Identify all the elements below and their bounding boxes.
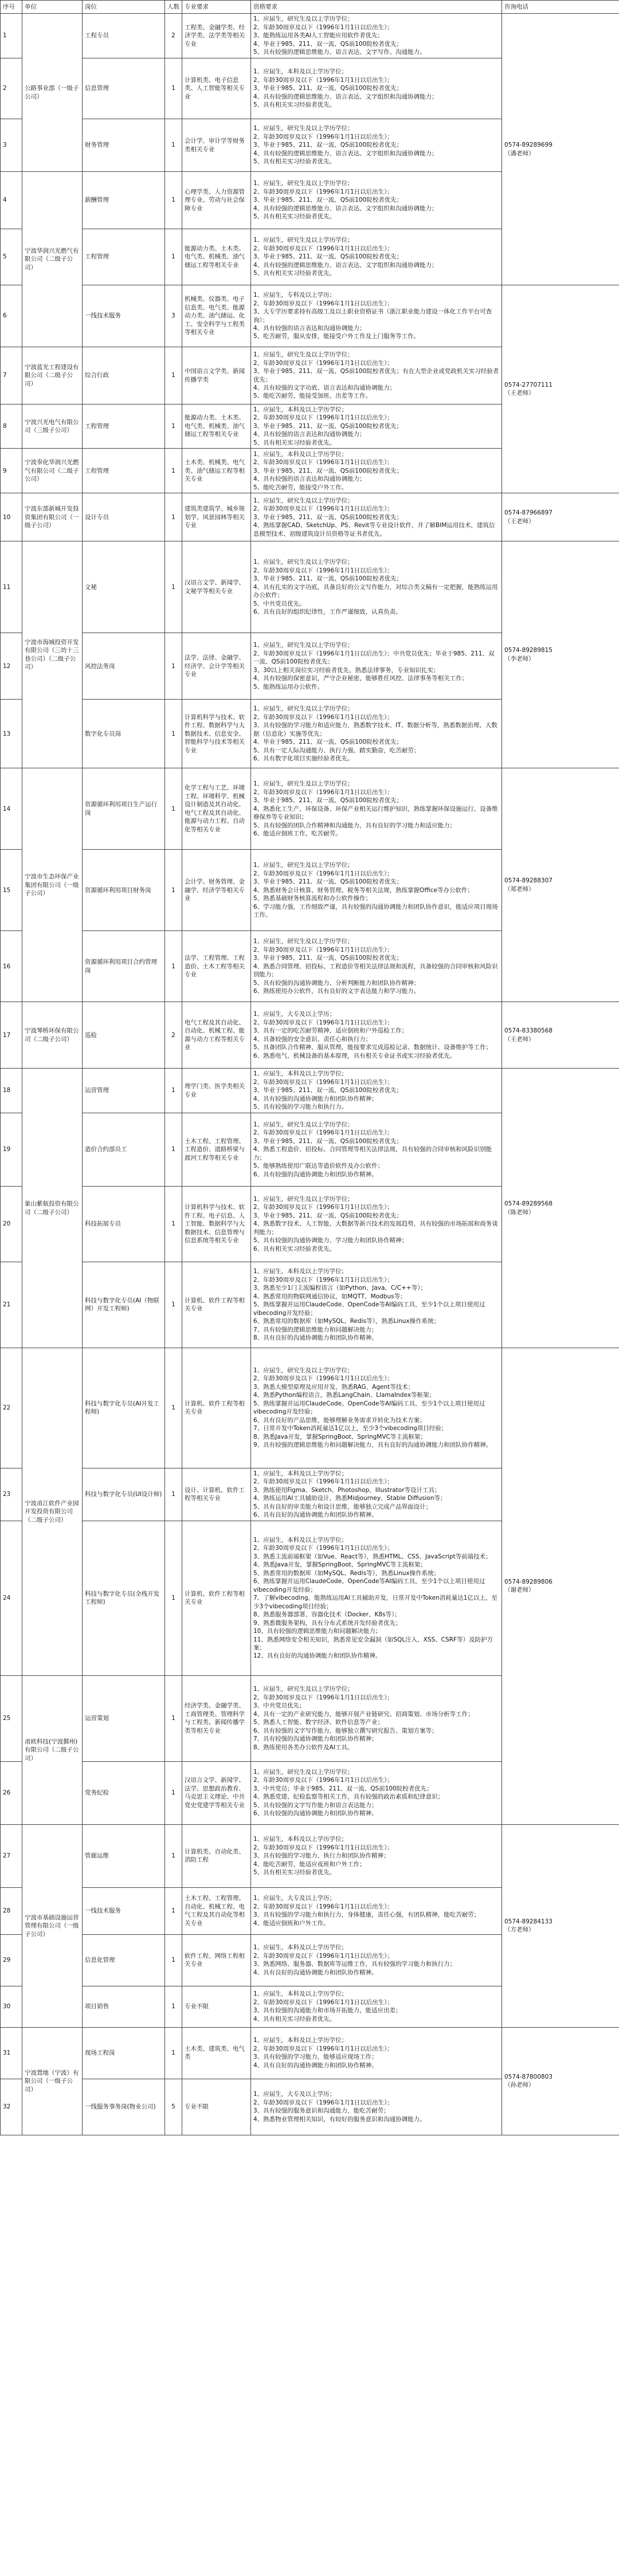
major-cell: 汉语言文学、新闻学、文秘学等相关专业 — [182, 541, 251, 633]
unit-cell: 宁波市海城投资开发有限公司（三坊十三巷公司）（二级子公司） — [22, 541, 83, 768]
post-cell: 工程专员 — [83, 14, 165, 58]
requirements-cell: 1、应届生，研究生及以上学历学位； 2、年龄30周岁及以下（1996年1月1日以后出生）； 3、毕业于985、211、双一流、QS前100院校者优先； 4、熟悉合同管理、招投标、工程造价等相关法律法规和流程，具备较强的合同审核和风险识别能力； 5、具有较强的沟通协调能力、分析判断能力和团队协作精神； 6、熟练使用办公软件，具有良好的文字表达能力和学习能力。 — [251, 931, 502, 1002]
post-cell: 数字化专员岗 — [83, 700, 165, 768]
major-cell: 土木类、建筑类、电气类 — [182, 2027, 251, 2079]
requirements-cell: 1、应届生，本科及以上学历学位； 2、年龄30周岁及以下（1996年1月1日以后出生）； 3、毕业于985、211、双一流、QS前100院校者优先； 4、具有较强的逻辑思维能力、语言表达、文字组织和沟通协调能力； 5、具有相关实习经验者优先。 — [251, 58, 502, 119]
row-number-cell: 16 — [1, 931, 22, 1002]
major-cell: 法学、工程管理、工程造价、土木工程等相关专业 — [182, 931, 251, 1002]
post-cell: 综合行政 — [83, 347, 165, 405]
requirements-cell: 1、应届生，本科及以上学历学位； 2、年龄30周岁及以下（1996年1月1日以后出生）； 3、毕业于985、211、双一流、QS前100院校者优先； 4、具有较强的沟通协调能力和团队协作精神； 5、具有较强的学习能力和执行力。 — [251, 1069, 502, 1113]
phone-cell: 0574-89289806 （谢老师） — [502, 1348, 619, 1824]
row-number-cell: 29 — [1, 1934, 22, 1986]
table-row — [1, 1348, 619, 1468]
post-cell: 运营策划 — [83, 1675, 165, 1761]
post-cell: 管廊运维 — [83, 1824, 165, 1887]
major-cell: 计算机科学与技术、软件工程、数据科学与大数据技术、信息安全、智能科学与技术等相关专业 — [182, 700, 251, 768]
count-cell: 1 — [165, 768, 182, 850]
phone-cell: 0574-89284133 （方老师） — [502, 1824, 619, 2027]
unit-cell: 宁波兴光电气有限公司（三级子公司） — [22, 405, 83, 449]
post-cell: 工程管理 — [83, 449, 165, 493]
post-cell: 薪酬管理 — [83, 172, 165, 229]
phone-cell: 0574-89289568 （陈老师） — [502, 1069, 619, 1348]
major-cell: 土木工程、工程管理、工程造价、道路桥梁与渡河工程等相关专业 — [182, 1113, 251, 1186]
row-number-cell: 15 — [1, 850, 22, 931]
requirements-cell: 1、应届生，大专及以上学历； 2、年龄30周岁及以下（1996年1月1日以后出生）； 3、具有一定的吃苦耐劳精神，适应倒班和户外巡检工作； 4、具备较强的安全意识、责任心和执行力； 5、具备团队合作精神，服从管理，能按要求完成巡检记录、数据统计、设备维护等工作； 6、熟悉电气、机械设备的基本原理，具有相关专业证书或实习经验者优先。 — [251, 1002, 502, 1069]
count-cell: 1 — [165, 1986, 182, 2027]
row-number-cell: 30 — [1, 1986, 22, 2027]
unit-cell: 宁波市基础设施运营管理有限公司（一级子公司） — [22, 1824, 83, 2027]
post-cell: 运营管理 — [83, 1069, 165, 1113]
table-body — [1, 14, 619, 2135]
requirements-cell: 1、应届生，研究生及以上学历学位； 2、年龄30周岁及以下（1996年1月1日以后出生）； 3、毕业于985、211、双一流、QS前100院校者优先； 4、熟悉工程造价、招投标、合同管理等相关法律法规，具有较强的合同审核和风险识别能力； 5、能够熟练使用广联达等造价软件及办公软件； 6、具有较强的沟通协调能力和团队协作精神。 — [251, 1113, 502, 1186]
requirements-cell: 1、应届生，大专及以上学历； 2、年龄30周岁及以下（1996年1月1日以后出生）； 3、具有较强的服务意识和沟通能力，能吃苦耐劳； 4、熟悉物业管理相关知识，有较好的服务意识和沟通协调能力。 — [251, 2079, 502, 2135]
post-cell: 项目销售 — [83, 1986, 165, 2027]
phone-cell: 0574-89288307 （郑老师） — [502, 768, 619, 1002]
count-cell: 1 — [165, 2027, 182, 2079]
phone-cell: 0574-89289699 （潘老师） — [502, 14, 619, 285]
major-cell: 计算机类、自动化类、消防工程 — [182, 1824, 251, 1887]
column-header: 专业要求 — [182, 1, 251, 14]
major-cell: 会计学、财务管理、金融学、经济学等相关专业 — [182, 850, 251, 931]
requirements-cell: 1、应届生，本科及以上学历学位； 2、年龄30周岁及以下（1996年1月1日以后出生）； 3、毕业于985、211、双一流、QS前100院校者优先； 4、具有较强的语言表达和沟通协调能力； 5、具有相关实习经验者优先。 — [251, 405, 502, 449]
major-cell: 专业不限 — [182, 1986, 251, 2027]
row-number-cell: 20 — [1, 1186, 22, 1262]
major-cell: 汉语言文学、新闻学、法学、思想政治教育、马克思主义理论、中共党史党建学等相关专业 — [182, 1761, 251, 1824]
post-cell: 科技与数字化专员(全栈开发工程师) — [83, 1521, 165, 1675]
count-cell: 1 — [165, 850, 182, 931]
count-cell: 1 — [165, 931, 182, 1002]
row-number-cell: 7 — [1, 347, 22, 405]
post-cell: 科技拓展专员 — [83, 1186, 165, 1262]
row-number-cell: 8 — [1, 405, 22, 449]
post-cell: 科技与数字化专员(AI开发工程师) — [83, 1348, 165, 1468]
major-cell: 计算机科学与技术、软件工程、电子信息、人工智能、数据科学与大数据技术、信息管理与信息系统等相关专业 — [182, 1186, 251, 1262]
post-cell: 文秘 — [83, 541, 165, 633]
table-row — [1, 768, 619, 850]
row-number-cell: 22 — [1, 1348, 22, 1468]
post-cell: 设计专员 — [83, 493, 165, 541]
post-cell: 资源循环利用项目合约管理岗 — [83, 931, 165, 1002]
unit-cell: 宁波市生态环保产业集团有限公司（一级子公司） — [22, 768, 83, 1002]
row-number-cell: 13 — [1, 700, 22, 768]
requirements-cell: 1、应届生，专科及以上学历； 2、年龄30周岁及以下（1996年1月1日以后出生）； 3、大专学历要求持有高级工及以上职业资格证书（浙江职业能力建设一体化工作平台可查询）； 4、具有较强的语言表达和沟通协调能力； 5、吃苦耐劳，服从安排，能接受户外工作及上门服务等工作。 — [251, 285, 502, 347]
count-cell: 2 — [165, 14, 182, 58]
unit-cell: 宁波东部新城开发投资集团有限公司（一级子公司） — [22, 493, 83, 541]
post-cell: 工程管理 — [83, 405, 165, 449]
major-cell: 能源动力类、土木类、电气类、机械类、油气储运工程等相关专业 — [182, 405, 251, 449]
row-number-cell: 31 — [1, 2027, 22, 2079]
table-row — [1, 2027, 619, 2079]
count-cell: 1 — [165, 700, 182, 768]
major-cell: 能源动力类、土木类、电气类、机械类、油气储运工程等相关专业 — [182, 229, 251, 285]
row-number-cell: 2 — [1, 58, 22, 119]
unit-cell: 甬欧科技(宁波鄞州)有限公司（二级子公司） — [22, 1675, 83, 1824]
post-cell: 党务纪检 — [83, 1761, 165, 1824]
phone-cell: 0574-27707111 （王老师） — [502, 285, 619, 493]
post-cell: 资源循环利用项目财务岗 — [83, 850, 165, 931]
row-number-cell: 19 — [1, 1113, 22, 1186]
post-cell: 造价合约部员工 — [83, 1113, 165, 1186]
major-cell: 理学门类、医学类相关专业 — [182, 1069, 251, 1113]
unit-cell: 象山紫航投资有限公司（二级子公司） — [22, 1069, 83, 1348]
column-header: 单位 — [22, 1, 83, 14]
post-cell: 一线技术服务 — [83, 285, 165, 347]
requirements-cell: 1、应届生，研究生及以上学历学位； 2、年龄30周岁及以下（1996年1月1日以后出生）； 3、毕业于985、211、双一流、QS前100院校者优先；有在大型企业或党政机关实习经验者优先； 4、具有较强的文字功底、语言表达和沟通协调能力； 5、能吃苦耐劳，能接受加班、出差等工作。 — [251, 347, 502, 405]
row-number-cell: 9 — [1, 449, 22, 493]
row-number-cell: 26 — [1, 1761, 22, 1824]
requirements-cell: 1、应届生，研究生及以上学历学位； 2、年龄30周岁及以下（1996年1月1日以后出生）； 3、熟悉大模型原理及应用开发，熟悉RAG、Agent等技术； 4、熟悉Python编程语言，熟悉LangChain、LlamaIndex等框架； 5、熟练掌握并运用ClaudeCode、OpenCode等AI编码工具，至少1个以上项目使用过vibecoding开发经验； 6、具有良好的产品思维，能够理解业务需求并转化为技术方案； 7、日常开发中Token消耗量达1亿以上，至少3个vibecoding项目经验； 8、熟悉Java开发，掌握SpringBoot、SpringMVC等主流框架； 9、具有较强的逻辑思维能力和问题解决能力，具有良好的沟通协调能力和团队协作精神。 — [251, 1348, 502, 1468]
requirements-cell: 1、应届生，研究生及以上学历学位； 2、年龄30周岁及以下（1996年1月1日以后出生）； 3、具有较强的学习能力和适应能力，熟悉数字技术、IT、数据分析等，熟悉数据治理、大数据（信息化）实施等优先； 4、毕业于985、211、双一流、QS前100院校者优先； 5、具有一定人际沟通能力、执行力强、踏实勤奋，吃苦耐劳； 6、具有数字化项目实施经验者优先。 — [251, 700, 502, 768]
count-cell: 1 — [165, 1761, 182, 1824]
major-cell: 建筑类建筑学、城乡规划学、风景园林等相关专业 — [182, 493, 251, 541]
column-header: 咨询电话 — [502, 1, 619, 14]
major-cell: 中国语言文学类、新闻传播学类 — [182, 347, 251, 405]
table-header-row — [1, 1, 619, 14]
requirements-cell: 1、应届生，研究生及以上学历学位； 2、年龄30周岁及以下（1996年1月1日以后出生）； 3、能熟练运用各类AI人工智能应用软件者优先； 4、毕业于985、211、双一流、QS前100院校者优先； 5、具有较强的逻辑思维能力、语言表达、文字写作、沟通能力。 — [251, 14, 502, 58]
row-number-cell: 5 — [1, 229, 22, 285]
count-cell: 1 — [165, 1069, 182, 1113]
requirements-cell: 1、应届生，本科及以上学历学位； 2、年龄30周岁及以下（1996年1月1日以后出生）； 3、具有较强的沟通能力和市场开拓能力，能适应出差； 4、具有相关实习经验者优先。 — [251, 1986, 502, 2027]
major-cell: 心理学类、人力资源管理专业、劳动与社会保障专业 — [182, 172, 251, 229]
unit-cell: 宁波置地（宁波）有限公司（一级子公司） — [22, 2027, 83, 2135]
phone-cell: 0574-87800803 （孙老师） — [502, 2027, 619, 2135]
post-cell: 一线技术服务 — [83, 1887, 165, 1934]
row-number-cell: 3 — [1, 119, 22, 172]
post-cell: 信息管理 — [83, 58, 165, 119]
major-cell: 法学、法律、金融学、经济学、会计学等相关专业 — [182, 633, 251, 700]
count-cell: 1 — [165, 172, 182, 229]
row-number-cell: 32 — [1, 2079, 22, 2135]
count-cell: 1 — [165, 541, 182, 633]
requirements-cell: 1、应届生，本科及以上学历学位； 2、年龄30周岁及以下（1996年1月1日以后出生）； 3、熟悉主流前端框架（如Vue、React等），熟悉HTML、CSS、JavaScript等前端技术； 4、熟悉Java开发，掌握SpringBoot、SpringMVC等主流框架； 5、熟悉常用的数据库（如MySQL、Redis等），熟悉Linux操作系统； 6、熟练掌握并运用ClaudeCode、OpenCode等AI编码工具，至少1个以上项目使用过vibecoding开发经验； 7、了解vibecoding，能熟练运用AI工具辅助开发，日常开发中Token消耗量达1亿以上，至少3个vibecoding项目经验； 8、熟悉服务器部署、容器化技术（Docker、K8s等）； 9、熟悉微服务架构，具有分布式系统开发经验者优先； 10、具有较强的逻辑思维能力和问题解决能力； 11、熟悉网络安全相关知识，熟悉常见安全漏洞（如SQL注入、XSS、CSRF等）及防护方案； 12、具有良好的沟通协调能力和团队协作精神。 — [251, 1521, 502, 1675]
post-cell: 工程管理 — [83, 229, 165, 285]
column-header: 岗位 — [83, 1, 165, 14]
row-number-cell: 23 — [1, 1468, 22, 1521]
count-cell: 2 — [165, 1002, 182, 1069]
requirements-cell: 1、应届生，本科及以上学历学位； 2、年龄30周岁及以下（1996年1月1日以后出生）； 3、熟悉至少1门主流编程语言（如Python、Java、C/C++等）； 4、熟悉常用的物联网通信协议，如MQTT、Modbus等； 5、熟练掌握并运用ClaudeCode、OpenCode等AI编码工具，至少1个以上项目使用过vibecoding开发经验； 6、熟悉常用的数据库（如MySQL、Redis等），熟悉Linux操作系统； 7、具有较强的逻辑思维能力和问题解决能力； 8、具有良好的沟通协调能力和团队协作精神。 — [251, 1262, 502, 1348]
count-cell: 1 — [165, 58, 182, 119]
major-cell: 计算机、软件工程等相关专业 — [182, 1262, 251, 1348]
requirements-cell: 1、应届生，本科及以上学历学位； 2、年龄30周岁及以下（1996年1月1日以后出生）； 3、熟练使用Figma、Sketch、Photoshop、Illustrator等设计工具； 4、熟练运用AI工具辅助设计，熟悉Midjourney、Stable Diffusion等； 5、具有良好的审美能力和设计思维，能够独立完成产品界面设计； 6、具有良好的沟通协调能力和团队协作精神。 — [251, 1468, 502, 1521]
row-number-cell: 1 — [1, 14, 22, 58]
requirements-cell: 1、应届生，研究生及以上学历学位； 2、年龄30周岁及以下（1996年1月1日以后出生）； 3、毕业于985、211、双一流、QS前100院校者优先； 4、熟悉数字技术、人工智能、大数据等新兴技术的发展趋势，具有较强的市场拓展和商务谈判能力； 5、具有较强的沟通协调能力、学习能力和团队协作精神； 6、具有相关实习经验者优先。 — [251, 1186, 502, 1262]
row-number-cell: 21 — [1, 1262, 22, 1348]
count-cell: 1 — [165, 1824, 182, 1887]
unit-cell: 公路事业部（一级子公司） — [22, 14, 83, 172]
major-cell: 软件工程、网络工程相关专业 — [182, 1934, 251, 1986]
major-cell: 机械类、仪器类、电子信息类、电气类、能源动力类、油气储运、化工、安全科学与工程类等相关专业 — [182, 285, 251, 347]
requirements-cell: 1、应届生，研究生及以上学历学位； 2、年龄30周岁及以下（1996年1月1日以后出生）； 3、毕业于985、211、双一流、QS前100院校者优先； 4、熟悉财务会计核算、财务管理、税务等相关法规，熟练掌握Office等办公软件； 5、熟悉基础财务核算流程和办公软件操作； 6、学习能力强，工作细致严谨，具有较强的沟通协调能力和团队协作意识，能适应项目现场工作。 — [251, 850, 502, 931]
table-row — [1, 1824, 619, 1887]
post-cell: 巡检 — [83, 1002, 165, 1069]
table-row — [1, 285, 619, 347]
requirements-cell: 1、应届生，研究生及以上学历学位； 2、年龄30周岁及以下（1996年1月1日以后出生）； 3、中共党员；毕业于985、211、双一流、QS前100院校者优先； 4、熟悉党建、纪检监察等相关工作，具有较强的政治素质和纪律意识； 5、具有较强的文字写作能力和语言表达能力； 6、具有较强的沟通协调能力和团队协作精神。 — [251, 1761, 502, 1824]
count-cell: 1 — [165, 493, 182, 541]
unit-cell: 宁波甬江软件产业园开发投资有限公司（二级子公司） — [22, 1348, 83, 1675]
count-cell: 1 — [165, 1675, 182, 1761]
unit-cell: 宁波华润兴光燃气有限公司（二级子公司） — [22, 172, 83, 347]
row-number-cell: 17 — [1, 1002, 22, 1069]
table-row — [1, 1002, 619, 1069]
count-cell: 1 — [165, 1348, 182, 1468]
post-cell: 现场工程岗 — [83, 2027, 165, 2079]
major-cell: 会计学、审计学等财务类相关专业 — [182, 119, 251, 172]
unit-cell: 宁波蓝光工程建设有限公司（二级子公司） — [22, 347, 83, 405]
requirements-cell: 1、应届生，本科及以上学历学位； 2、年龄30周岁及以下（1996年1月1日以后出生）； 3、熟悉网络、服务器、数据库等运维工作，具有较强的学习能力和执行力； 4、具有良好的沟通协调能力和团队协作精神。 — [251, 1934, 502, 1986]
row-number-cell: 14 — [1, 768, 22, 850]
post-cell: 科技与数字化专员(UI设计师) — [83, 1468, 165, 1521]
requirements-cell: 1、应届生，研究生及以上学历学位； 2、年龄30周岁及以下（1996年1月1日以后出生）； 3、毕业于985、211、双一流、QS前100院校者优先； 4、具有扎实的文字功底，具备良好的公文写作能力，对综合类文稿有一定把握，能熟练运用办公软件； 5、中共党员优先。 6、具有良好的组织纪律性，工作严谨细致，认真负责。 — [251, 541, 502, 633]
count-cell: 1 — [165, 1887, 182, 1934]
post-cell: 风控法务岗 — [83, 633, 165, 700]
phone-cell: 0574-87966897 （王老师） — [502, 493, 619, 541]
major-cell: 计算机、软件工程等相关专业 — [182, 1348, 251, 1468]
count-cell: 1 — [165, 1521, 182, 1675]
row-number-cell: 12 — [1, 633, 22, 700]
major-cell: 土木类、机械类、电气类、油气储运工程等相关专业 — [182, 449, 251, 493]
column-header: 序号 — [1, 1, 22, 14]
count-cell: 5 — [165, 2079, 182, 2135]
count-cell: 1 — [165, 119, 182, 172]
phone-cell: 0574-89289815 （李老师） — [502, 541, 619, 768]
count-cell: 3 — [165, 285, 182, 347]
major-cell: 化学工程与工艺、环境工程、环境科学、机械设计制造及其自动化、电气工程及其自动化、能源与动力工程、自动化等相关专业 — [182, 768, 251, 850]
row-number-cell: 11 — [1, 541, 22, 633]
major-cell: 计算机、软件工程等相关专业 — [182, 1521, 251, 1675]
requirements-cell: 1、应届生，研究生及以上学历学位； 2、年龄30周岁及以下（1996年1月1日以后出生）； 3、毕业于985、211、双一流、QS前100院校者优先； 4、具有较强的逻辑思维能力、语言表达、文字组织和沟通协调能力； 5、具有相关实习经验者优先。 — [251, 172, 502, 229]
unit-cell: 宁波琴桥环保有限公司（二级子公司） — [22, 1002, 83, 1069]
table-row — [1, 541, 619, 633]
post-cell: 一线服务事务岗(物业公司) — [83, 2079, 165, 2135]
column-header: 人数 — [165, 1, 182, 14]
requirements-cell: 1、应届生，研究生及以上学历学位； 2、年龄30周岁及以下（1996年1月1日以后出生）； 3、毕业于985、211、双一流、QS前100院校者优先； 4、具有较强的逻辑思维能力、语言表达、文字组织和沟通协调能力； 5、具有相关实习经验者优先。 — [251, 229, 502, 285]
row-number-cell: 25 — [1, 1675, 22, 1761]
post-cell: 科技与数字化专员(AI（物联网）开发工程师) — [83, 1262, 165, 1348]
requirements-cell: 1、应届生，研究生及以上学历学位； 2、年龄30周岁及以下（1996年1月1日以后出生）； 3、毕业于985、211、双一流、QS前100院校者优先； 4、熟悉化工生产、环保设备、环保产业相关运行维护知识，熟练掌握环保设施运行、设备维修保养等专业知识； 5、具有较强的团队合作精神和沟通能力，具有良好的学习能力和适应能力； 6、能适应倒班工作，吃苦耐劳。 — [251, 768, 502, 850]
post-cell: 财务管理 — [83, 119, 165, 172]
column-header: 资格要求 — [251, 1, 502, 14]
row-number-cell: 18 — [1, 1069, 22, 1113]
major-cell: 工程类、金融学类、经济学类、法学类等相关专业 — [182, 14, 251, 58]
requirements-cell: 1、应届生，研究生及以上学历学位； 2、年龄30周岁及以下（1996年1月1日以后出生）； 3、中共党员优先； 4、具有一定的产业研究能力，能够开展产业链研究、招商策划、市场分析等工作； 5、熟悉人工智能、数字经济、软件信息等产业； 6、具有较强的文字写作能力，能够独立撰写研究报告、策划方案等； 7、具有较强的沟通协调能力和团队协作精神； 8、熟练使用各类办公软件及AI工具。 — [251, 1675, 502, 1761]
count-cell: 1 — [165, 1186, 182, 1262]
major-cell: 专业不限 — [182, 2079, 251, 2135]
requirements-cell: 1、应届生，研究生及以上学历学位； 2、年龄30周岁及以下（1996年1月1日以后出生）； 3、毕业于985、211、双一流、QS前100院校者优先； 4、熟练掌握CAD、SketchUp、PS、Revit等专业设计软件，并了解BIM运用技术，建筑信息模型技术、初级建筑设计员资格等证书者优先。 — [251, 493, 502, 541]
major-cell: 计算机类、电子信息类、人工智能等相关专业 — [182, 58, 251, 119]
count-cell: 1 — [165, 1468, 182, 1521]
count-cell: 1 — [165, 1113, 182, 1186]
count-cell: 1 — [165, 229, 182, 285]
count-cell: 1 — [165, 1262, 182, 1348]
requirements-cell: 1、应届生，研究生及以上学历学位； 2、年龄30周岁及以下（1996年1月1日以后出生）； 3、毕业于985、211、双一流、QS前100院校者优先； 4、具有较强的逻辑思维能力、语言表达、文字组织和沟通协调能力； 5、具有相关实习经验者优先。 — [251, 119, 502, 172]
row-number-cell: 27 — [1, 1824, 22, 1887]
table-row — [1, 1069, 619, 1113]
row-number-cell: 10 — [1, 493, 22, 541]
major-cell: 土木工程、工程管理、自动化、机械工程、电气工程及其自动化等相关专业 — [182, 1887, 251, 1934]
post-cell: 信息化管理 — [83, 1934, 165, 1986]
row-number-cell: 28 — [1, 1887, 22, 1934]
count-cell: 1 — [165, 347, 182, 405]
major-cell: 经济学类、金融学类、工商管理类、管理科学与工程类、新闻传播学类等相关专业 — [182, 1675, 251, 1761]
requirements-cell: 1、应届生，大专及以上学历； 2、年龄30周岁及以下（1996年1月1日以后出生）； 3、具有较强的学习能力和执行力，身体健康，责任心强，有团队精神，能吃苦耐劳； 4、能适应倒班和户外工作。 — [251, 1887, 502, 1934]
row-number-cell: 24 — [1, 1521, 22, 1675]
row-number-cell: 6 — [1, 285, 22, 347]
count-cell: 1 — [165, 633, 182, 700]
major-cell: 电气工程及其自动化、自动化、机械工程、能源与动力工程等相关专业 — [182, 1002, 251, 1069]
count-cell: 1 — [165, 1934, 182, 1986]
table-row — [1, 14, 619, 58]
requirements-cell: 1、应届生，本科及以上学历学位； 2、年龄30周岁及以下（1996年1月1日以后出生）； 3、具有较强的学习能力、执行力和团队协作精神； 4、能吃苦耐劳，能适应夜班和户外工作； 5、具有相关实习经验者优先。 — [251, 1824, 502, 1887]
post-cell: 资源循环利用项目生产运行岗 — [83, 768, 165, 850]
count-cell: 1 — [165, 449, 182, 493]
major-cell: 设计、计算机、软件工程等相关专业 — [182, 1468, 251, 1521]
requirements-cell: 1、应届生，本科及以上学历学位； 2、年龄30周岁及以下（1996年1月1日以后出生）； 3、具有较强的学习能力，能够适应现场工作； 4、具有良好的沟通协调能力和团队协作精神。 — [251, 2027, 502, 2079]
phone-cell: 0574-83380568 （王老师） — [502, 1002, 619, 1069]
count-cell: 1 — [165, 405, 182, 449]
unit-cell: 宁波奉化华润兴光燃气有限公司（二级子公司） — [22, 449, 83, 493]
table-row — [1, 493, 619, 541]
row-number-cell: 4 — [1, 172, 22, 229]
requirements-cell: 1、应届生，研究生及以上学历学位； 2、年龄30周岁及以下（1996年1月1日以后出生）；中共党员优先；毕业于985、211、双一流、QS前100院校者优先； 3、30以上相关岗位实习经验者优先，熟悉法律事务，专业知识扎实； 4、具有较强的保密意识，严守企业秘密，能够胜任风控、法律事务等相关工作； 5、能熟练运用办公软件。 — [251, 633, 502, 700]
requirements-cell: 1、应届生，本科及以上学历学位； 2、年龄30周岁及以下（1996年1月1日以后出生）； 3、毕业于985、211、双一流、QS前100院校者优先； 4、具有较强的语言表达和沟通协调能力； 5、能吃苦耐劳，能接受户外工作。 — [251, 449, 502, 493]
